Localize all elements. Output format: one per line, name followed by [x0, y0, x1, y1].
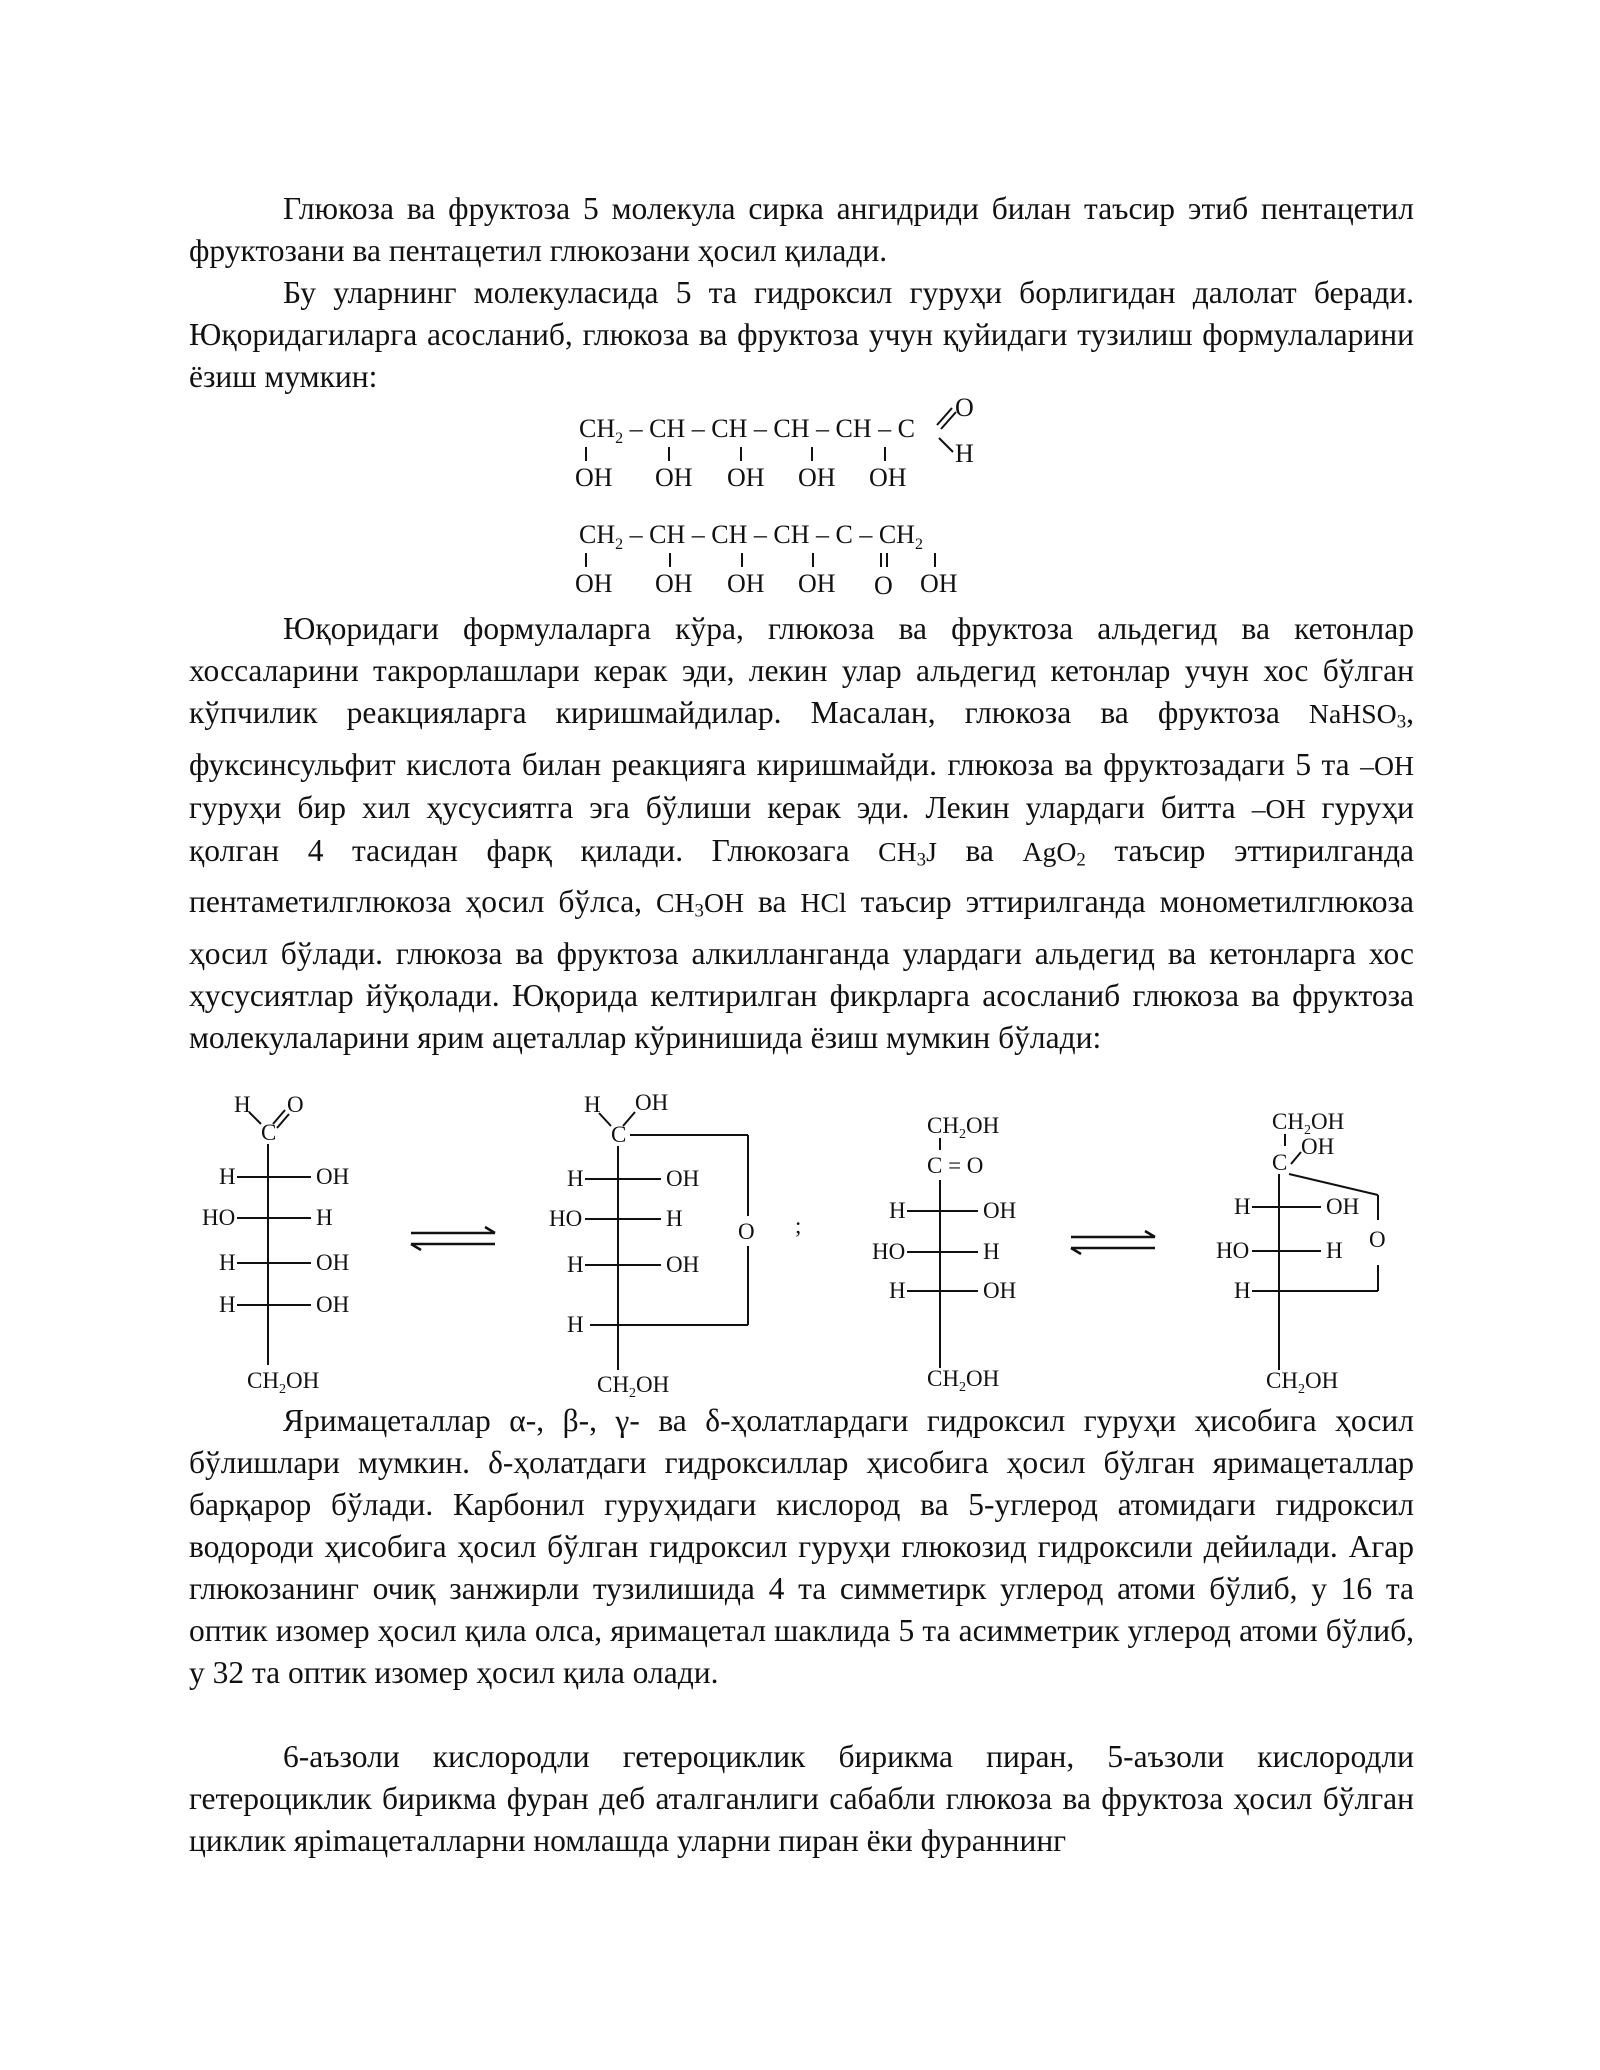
ring-o-label: O	[1369, 1227, 1386, 1252]
oh-10: OH	[920, 569, 958, 598]
h-label: H	[219, 1250, 236, 1275]
oh-label: OH	[635, 1090, 669, 1115]
ch2oh-label: $CH_2OH$	[1272, 1109, 1345, 1138]
fructose-cyclic-fischer	[1216, 1109, 1386, 1397]
aldehyde-h: H	[955, 439, 974, 468]
oh-label: OH	[983, 1278, 1017, 1303]
aldehyde-h-bond	[939, 438, 953, 452]
ch3j-formula: $CH_3J$	[878, 835, 937, 871]
bond	[1291, 1152, 1301, 1164]
ch2oh-label: $CH_2OH$	[247, 1368, 320, 1397]
ring-bond-top	[1289, 1174, 1378, 1195]
paragraph-5-text: 6-аъзоли кислородли гетероциклик бирикма пиран, 5-аъзоли кислородли гетероциклик бирикма фуран деб аталганлиги сабабли глюкоза ва фруктоза ҳосил бўлган циклик ярimaцеталларни номлашда уларни пиран ёки фураннинг	[189, 1739, 1414, 1858]
paragraph-1-text: Глюкоза ва фруктоза 5 молекула сирка ангидриди билан таъсир этиб пентацетил фруктозани ва пентацетил глюкозани ҳосил қилади.	[189, 191, 1414, 268]
oh-4: OH	[798, 463, 836, 492]
oh-label: OH	[1326, 1194, 1360, 1219]
aldehyde-o: O	[955, 393, 974, 422]
oh-group-2: –OH	[1251, 792, 1306, 824]
bond	[623, 1112, 635, 1126]
glucose-cyclic-fischer	[549, 1090, 755, 1401]
nahso3-formula: NaHSO$_3$	[1308, 698, 1407, 733]
oh-6: OH	[575, 569, 613, 598]
ho-label: HO	[872, 1239, 906, 1264]
glucose-chain-formula	[575, 393, 974, 492]
ho-label: HO	[549, 1206, 583, 1231]
fischer-projections	[189, 1080, 1414, 1410]
paragraph-5	[189, 1736, 1414, 1862]
ch2oh-label: $CH_2OH$	[597, 1372, 670, 1401]
fructose-chain-formula	[575, 520, 958, 600]
c2-label: C	[1272, 1150, 1288, 1175]
bond	[249, 1112, 261, 1124]
aldehyde-double-bond	[937, 408, 952, 425]
oh-label: OH	[983, 1198, 1017, 1223]
h-label: H	[1234, 1278, 1251, 1303]
glucose-open-fischer	[202, 1092, 349, 1397]
h-label: H	[316, 1205, 333, 1230]
equilibrium-arrows-1	[411, 1227, 495, 1250]
h-label: H	[666, 1206, 683, 1231]
oh-5: OH	[869, 463, 907, 492]
oh-9: OH	[798, 569, 836, 598]
aldehyde-double-bond-2	[941, 412, 956, 429]
h-label: H	[219, 1164, 236, 1189]
oh-1: OH	[575, 463, 613, 492]
paragraph-4-text: Яримацеталлар α-, β-, γ- ва δ-ҳолатлардаги гидроксил гуруҳи ҳисобига ҳосил бўлишлари мумкин. δ-ҳолатдаги гидроксиллар ҳисобига ҳосил бўлган яримацеталлар барқарор бўлади. Карбонил гуруҳидаги кислород ва 5-углерод атомидаги гидроксил водороди ҳисобига ҳосил бўлган гидроксил гуруҳи глюкозид гидроксили дейилади. Агар глюкозанинг очиқ занжирли тузилишида 4 та симметирк углерод атоми бўлиб, у 16 та оптик изомер ҳосил қила олса, яримацетал шаклида 5 та асимметрик углерод атоми бўлиб, у 32 та оптик изомер ҳосил қила олади.	[189, 1403, 1414, 1690]
para3-segment-1: Юқоридаги формулаларга кўра, глюкоза ва фруктоза альдегид ва кетонлар хоссаларини такрорлашлари керак эди, лекин улар альдегид кетонлар учун хос бўлган кўпчилик реакцияларга киришмайдилар. Масалан, глюкоза ва фруктоза	[189, 611, 1414, 730]
h-label: H	[983, 1239, 1000, 1264]
paragraph-2-text: Бу уларнинг молекуласида 5 та гидроксил гуруҳи борлигидан далолат беради. Юқоридагиларга асосланиб, глюкоза ва фруктоза учун қуйидаги тузилиш формулаларини ёзиш мумкин:	[189, 275, 1414, 394]
ch2oh-label-bottom: $CH_2OH$	[927, 1366, 1000, 1395]
chain-label-2: $CH_2$ – CH – CH – CH – C – $CH_2$	[579, 520, 923, 553]
oh-label: OH	[316, 1250, 350, 1275]
ch2oh-label: $CH_2OH$	[927, 1113, 1000, 1142]
c1-label: C	[611, 1122, 627, 1147]
open-chain-formulas	[189, 0, 1414, 620]
oh-label: OH	[666, 1252, 700, 1277]
oh-label: OH	[1301, 1134, 1335, 1159]
equilibrium-arrows-2	[1071, 1231, 1155, 1254]
fructose-open-fischer	[872, 1113, 1016, 1395]
h-label: H	[567, 1252, 584, 1277]
oh-label: OH	[666, 1166, 700, 1191]
h-label: H	[1326, 1238, 1343, 1263]
oh-7: OH	[655, 569, 693, 598]
chain-label: $CH_2$ – CH – CH – CH – CH – C	[579, 414, 915, 447]
para3-segment-3: гуруҳи бир хил ҳусусиятга эга бўлиши керак эди. Лекин улардаги битта	[189, 789, 1252, 825]
hcl-formula: HCl	[800, 887, 847, 919]
carbonyl-o-label: O	[287, 1092, 304, 1117]
h-label: H	[584, 1092, 601, 1117]
ch2oh-label-bottom: $CH_2OH$	[1266, 1368, 1339, 1397]
oh-2: OH	[655, 463, 693, 492]
oh-3: OH	[727, 463, 765, 492]
h-label: H	[567, 1312, 584, 1337]
bond	[599, 1113, 611, 1126]
paragraph-4	[189, 1400, 1414, 1694]
c-equals-o-label: C = O	[927, 1153, 984, 1178]
separator-semicolon: ;	[795, 1213, 802, 1238]
aldehyde-h-label: H	[234, 1092, 251, 1117]
h-label: H	[219, 1292, 236, 1317]
para3-segment-5: ва	[936, 832, 1023, 868]
ho-label: HO	[1216, 1238, 1250, 1263]
ring-o-label: O	[738, 1219, 755, 1244]
h-label: H	[889, 1198, 906, 1223]
oh-group-1: –OH	[1360, 749, 1414, 781]
para3-segment-8: таъсир эттирилганда монометилглюкоза ҳосил бўлади. глюкоза ва фруктоза алкилланганда улардаги альдегид ва кетонларга хос ҳусусиятлар йўқолади. Юқорида келтирилган фикрларга асосланиб глюкоза ва фруктоза молекулаларини ярим ацеталлар кўринишида ёзиш мумкин бўлади:	[189, 884, 1414, 1056]
paragraph-3	[189, 608, 1414, 1059]
h-label: H	[567, 1166, 584, 1191]
ch3oh-formula: $CH_3OH$	[656, 887, 745, 923]
para3-segment-7: ва	[744, 884, 801, 920]
para3-segment-4: гуруҳи қолган 4 тасидан фарқ қилади. Глюкозага	[189, 789, 1414, 868]
ago2-formula: AgO$_2$	[1022, 835, 1086, 871]
h-label: H	[889, 1278, 906, 1303]
oh-8: OH	[727, 569, 765, 598]
c1-label: C	[261, 1120, 277, 1145]
oh-label: OH	[316, 1292, 350, 1317]
ketone-o: O	[874, 571, 893, 600]
oh-label: OH	[316, 1164, 350, 1189]
para3-segment-6: таъсир эттирилганда пентаметилглюкоза ҳосил бўлса,	[189, 832, 1414, 920]
para3-segment-2: , фуксинсульфит кислота билан реакцияга киришмайди. глюкоза ва фруктозадаги 5 та	[189, 695, 1414, 782]
paragraph-3-text	[189, 608, 1414, 1059]
h-label: H	[1234, 1194, 1251, 1219]
ho-label: HO	[202, 1205, 236, 1230]
